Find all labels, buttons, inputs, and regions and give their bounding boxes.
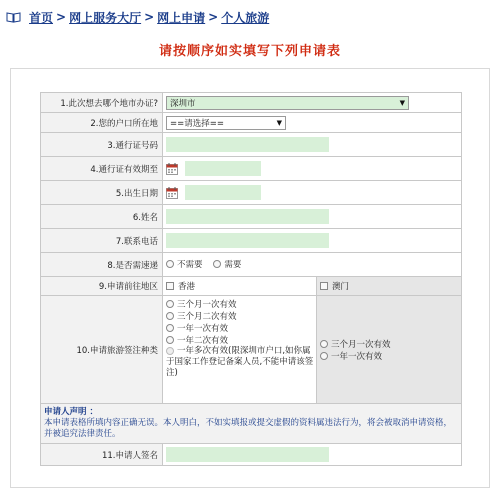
field-label: 7.联系电话 [41,229,163,253]
visa-option[interactable]: 三个月一次有效 [166,298,316,310]
form-row-destination [41,277,462,296]
radio-button[interactable] [166,300,174,308]
field-label: 8.是否需速递 [41,253,163,277]
declaration-title: 申请人声明 ： [44,407,98,417]
visa-option[interactable]: 一年一次有效 [166,322,316,334]
form-row-city [41,93,462,113]
radio-button[interactable] [166,324,174,332]
signature-input[interactable] [166,447,329,462]
breadcrumb-personal-travel-link[interactable]: 个人旅游 [221,10,270,25]
radio-button [166,347,174,355]
city-select[interactable] [166,96,409,110]
breadcrumb-home-link[interactable]: 首页 [29,10,54,25]
visa-option-macau[interactable]: 一年一次有效 [317,350,461,362]
application-form [40,92,462,466]
field-label: 6.姓名 [41,205,163,229]
permit-expiry-input[interactable] [185,161,261,176]
visa-option-disabled: 一年多次有效(限深圳市户口,如你属于国家工作登记备案人员,不能申请该签注) [166,346,314,378]
dropdown-arrow-icon: ▼ [399,98,405,107]
hukou-select[interactable] [166,116,286,130]
radio-button[interactable] [166,260,174,268]
radio-button[interactable] [320,340,328,348]
breadcrumb-separator: > [208,10,219,24]
field-label: 4.通行证有效期至 [41,157,163,181]
hukou-select-value: ==请选择== [170,118,224,129]
page-title: 请按顺序如实填写下列申请表 [158,44,341,59]
form-row-visa-type [41,296,462,404]
radio-button[interactable] [320,352,328,360]
permit-number-input[interactable] [166,137,329,152]
form-row-declaration [41,404,462,444]
destination-option-hongkong[interactable]: 香港 [166,280,195,292]
book-icon [6,11,21,23]
visa-option[interactable]: 三个月二次有效 [166,310,316,322]
form-row-permit-expiry [41,157,462,181]
radio-button[interactable] [166,312,174,320]
field-label: 2.您的户口所在地 [41,113,163,133]
form-row-phone [41,229,462,253]
breadcrumb-service-hall-link[interactable]: 网上服务大厅 [69,10,142,25]
calendar-icon[interactable] [166,163,178,175]
field-label: 1.此次想去哪个地市办证? [41,93,163,113]
city-select-value: 深圳市 [170,98,196,109]
radio-button[interactable] [213,260,221,268]
form-row-name [41,205,462,229]
calendar-icon[interactable] [166,187,178,199]
field-label: 10.申请旅游签注种类 [41,296,163,404]
field-label: 9.申请前往地区 [41,277,163,296]
breadcrumb-separator: > [144,10,155,24]
form-row-permit-number [41,133,462,157]
visa-option[interactable]: 一年二次有效 [166,334,316,346]
checkbox[interactable] [320,282,328,290]
form-row-signature [41,444,462,466]
form-row-hukou [41,113,462,133]
breadcrumb-separator: > [56,10,67,24]
form-row-express [41,253,462,277]
phone-input[interactable] [166,233,329,248]
birthdate-input[interactable] [185,185,261,200]
express-option-yes[interactable]: 需要 [213,258,241,270]
field-label: 11.申请人签名 [41,444,163,466]
name-input[interactable] [166,209,329,224]
dropdown-arrow-icon: ▼ [276,118,282,127]
field-label: 3.通行证号码 [41,133,163,157]
field-label: 5.出生日期 [41,181,163,205]
destination-option-macau[interactable]: 澳门 [320,280,349,292]
checkbox[interactable] [166,282,174,290]
breadcrumb [6,6,269,28]
form-row-birthdate [41,181,462,205]
declaration-text: 本申请表格所填内容正确无误。本人明白，不如实填报或提交虚假的资料属违法行为，将会被取消申请资格，并被追究法律责任。 [44,418,453,439]
express-option-no[interactable]: 不需要 [166,258,203,270]
visa-option-macau[interactable]: 三个月一次有效 [317,338,461,350]
radio-button[interactable] [166,336,174,344]
breadcrumb-online-apply-link[interactable]: 网上申请 [157,10,206,25]
